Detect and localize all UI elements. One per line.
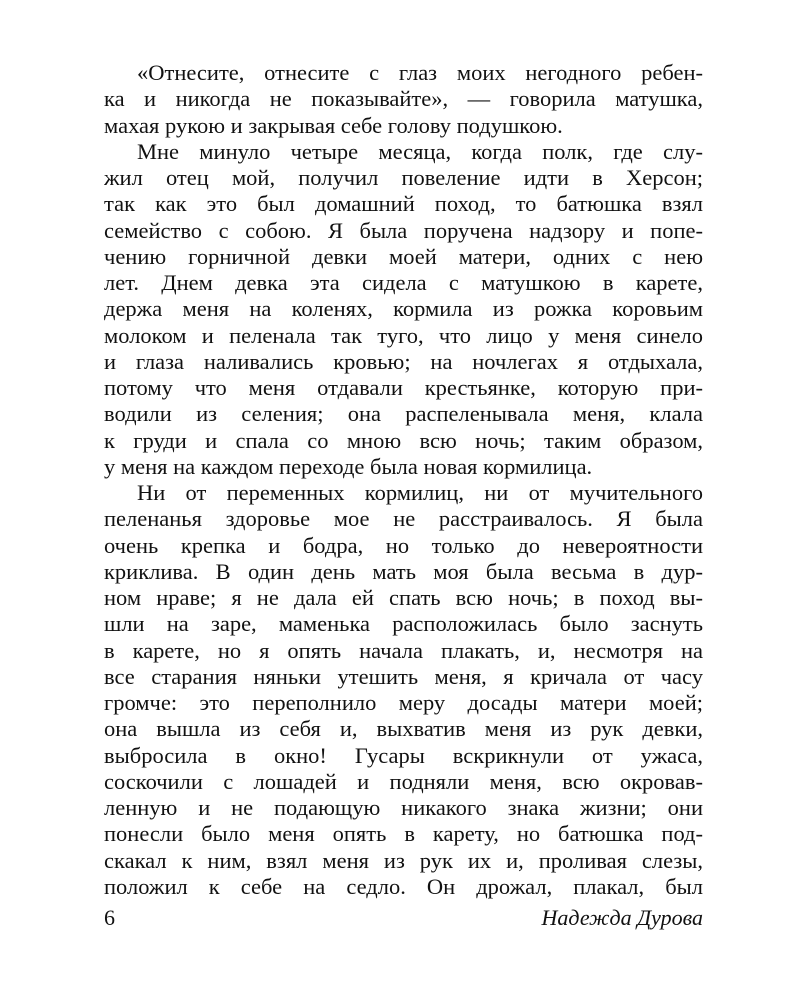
text-line: водили из селения; она распеленывала меня, клала <box>104 401 703 427</box>
text-line: у меня на каждом переходе была новая кормилица. <box>104 453 593 479</box>
text-line: потому что меня отдавали крестьянке, которую при- <box>104 375 703 400</box>
text-line: она вышла из себя и, выхватив меня из рук девки, <box>104 716 703 742</box>
text-line: семейство с собою. Я была поручена надзору и попе- <box>104 217 703 243</box>
text-line: положил к себе на седло. Он дрожал, плакал, был <box>104 873 703 899</box>
text-line: очень крепка и бодра, но только до невероятности <box>104 532 703 558</box>
text-line: «Отнесите, отнесите с глаз моих негодного ребен- <box>137 60 703 85</box>
text-line: шли на заре, маменька расположилась было заснуть <box>104 611 703 637</box>
text-line: и глаза наливались кровью; на ночлегах я отдыхала, <box>104 348 703 374</box>
text-line: Мне минуло четыре месяца, когда полк, где слу- <box>137 138 703 164</box>
text-line: чению горничной девки моей матери, одних с нею <box>104 243 703 269</box>
text-line: ном нраве; я не дала ей спать всю ночь; в поход вы- <box>104 585 703 610</box>
text-line: лет. Днем девка эта сидела с матушкою в карете, <box>104 270 703 295</box>
text-line: ленную и не подающую никакого знака жизни; они <box>104 795 703 820</box>
text-line: скакал к ним, взял меня из рук их и, проливая слезы, <box>104 847 703 873</box>
text-line: выбросила в окно! Гусары вскрикнули от ужаса, <box>104 742 703 768</box>
text-line: Ни от переменных кормилиц, ни от мучительного <box>137 480 703 505</box>
text-line: криклива. В один день мать моя была весьма в дур- <box>104 558 703 584</box>
text-line: так как это был домашний поход, то батюшка взял <box>104 191 703 217</box>
text-line: все старания няньки утешить меня, я кричала от часу <box>104 663 703 689</box>
text-line: к груди и спала со мною всю ночь; таким образом, <box>104 427 703 453</box>
text-line: молоком и пеленала так туго, что лицо у меня синело <box>104 322 703 348</box>
page-number: 6 <box>104 905 115 930</box>
text-line: держа меня на коленях, кормила из рожка коровьим <box>104 296 703 322</box>
running-footer-author: Надежда Дурова <box>541 905 703 930</box>
text-line: в карете, но я опять начала плакать, и, несмотря на <box>104 637 703 663</box>
text-line: понесли было меня опять в карету, но батюшка под- <box>104 821 703 847</box>
text-line: соскочили с лошадей и подняли меня, всю окровав- <box>104 768 703 794</box>
text-line: пеленанья здоровье мое не расстраивалось. Я была <box>104 506 703 532</box>
body-text <box>104 60 703 900</box>
text-line: ка и никогда не показывайте», — говорила матушка, <box>104 86 703 112</box>
text-line: жил отец мой, получил повеление идти в Херсон; <box>104 165 703 190</box>
text-line: махая рукою и закрывая себе голову подушкою. <box>104 112 563 138</box>
text-line: громче: это переполнило меру досады матери моей; <box>104 690 703 715</box>
